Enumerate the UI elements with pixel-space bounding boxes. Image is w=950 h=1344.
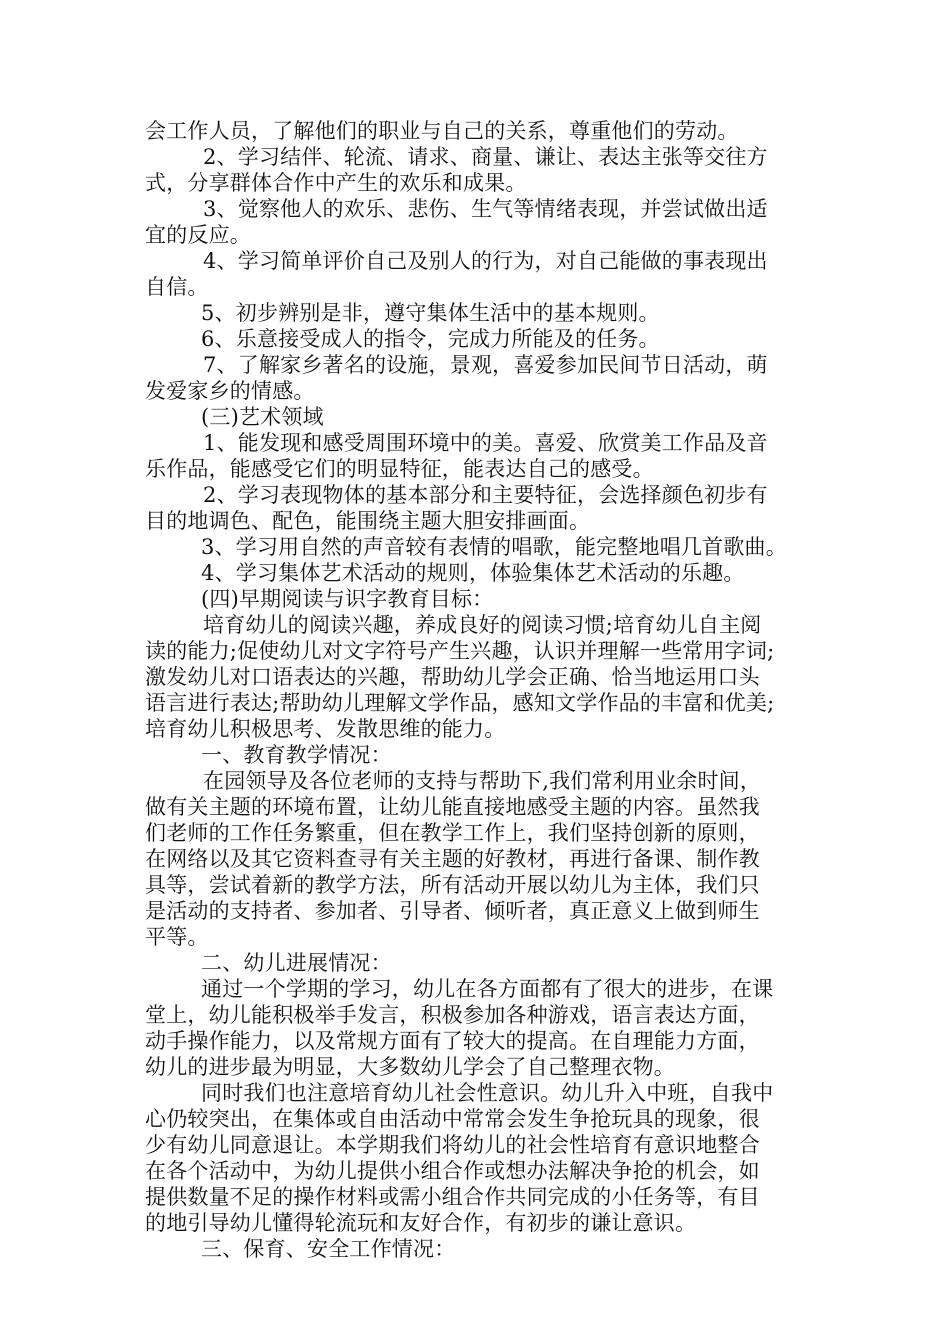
text-line: 语言进行表达;帮助幼儿理解文学作品，感知文学作品的丰富和优美;: [145, 691, 775, 715]
text-line: 目的地调色、配色，能围绕主题大胆安排画面。: [145, 509, 591, 533]
text-line: 动手操作能力，以及常规方面有了较大的提高。在自理能力方面，: [145, 1029, 760, 1053]
text-line: 在园领导及各位老师的支持与帮助下,我们常利用业余时间，: [203, 769, 762, 793]
text-line: 7、了解家乡著名的设施，景观，喜爱参加民间节日活动，萌: [203, 353, 768, 377]
text-line: 2、学习表现物体的基本部分和主要特征，会选择颜色初步有: [203, 483, 768, 507]
section-heading: (四)早期阅读与识字教育目标：: [201, 587, 494, 611]
text-line: 发爱家乡的情感。: [145, 379, 315, 403]
document-page: [145, 118, 815, 1262]
section-heading: 三、保育、安全工作情况：: [201, 1237, 456, 1261]
text-line: 2、学习结伴、轮流、请求、商量、谦让、表达主张等交往方: [203, 145, 768, 169]
text-line: 在网络以及其它资料查寻有关主题的好教材，再进行备课、制作教: [145, 847, 760, 871]
text-line: 4、学习集体艺术活动的规则，体验集体艺术活动的乐趣。: [201, 561, 745, 585]
text-line: 培育幼儿的阅读兴趣，养成良好的阅读习惯;培育幼儿自主阅: [203, 613, 762, 637]
text-line: 3、觉察他人的欢乐、悲伤、生气等情绪表现，并尝试做出适: [203, 197, 768, 221]
text-line: 的地引导幼儿懂得轮流玩和友好合作，有初步的谦让意识。: [145, 1211, 697, 1235]
text-line: 式，分享群体合作中产生的欢乐和成果。: [145, 171, 527, 195]
text-line: 幼儿的进步最为明显，大多数幼儿学会了自己整理衣物。: [145, 1055, 675, 1079]
text-line: 通过一个学期的学习，幼儿在各方面都有了很大的进步，在课: [201, 977, 774, 1001]
text-line: 读的能力;促使幼儿对文字符号产生兴趣，认识并理解一些常用字词;: [145, 639, 775, 663]
text-line: 会工作人员，了解他们的职业与自己的关系，尊重他们的劳动。: [145, 119, 739, 143]
text-line: 5、初步辨别是非，遵守集体生活中的基本规则。: [201, 301, 660, 325]
text-line: 同时我们也注意培育幼儿社会性意识。幼儿升入中班，自我中: [201, 1081, 774, 1105]
text-line: 是活动的支持者、参加者、引导者、倾听者，真正意义上做到师生: [145, 899, 760, 923]
text-line: 做有关主题的环境布置，让幼儿能直接地感受主题的内容。虽然我: [145, 795, 760, 819]
text-line: 宜的反应。: [145, 223, 251, 247]
text-line: 4、学习简单评价自己及别人的行为，对自己能做的事表现出: [203, 249, 768, 273]
text-line: 乐作品，能感受它们的明显特征，能表达自己的感受。: [145, 457, 654, 481]
section-heading: 一、教育教学情况：: [201, 743, 392, 767]
text-line: 少有幼儿同意退让。本学期我们将幼儿的社会性培育有意识地整合: [145, 1133, 760, 1157]
text-line: 堂上，幼儿能积极举手发言，积极参加各种游戏，语言表达方面，: [145, 1003, 760, 1027]
text-line: 激发幼儿对口语表达的兴趣，帮助幼儿学会正确、恰当地运用口头: [145, 665, 760, 689]
text-line: 们老师的工作任务繁重，但在教学工作上，我们坚持创新的原则，: [145, 821, 760, 845]
text-line: 培育幼儿积极思考、发散思维的能力。: [145, 717, 506, 741]
text-line: 3、学习用自然的声音较有表情的唱歌，能完整地唱几首歌曲。: [201, 535, 787, 559]
text-line: 自信。: [145, 275, 209, 299]
text-line: 心仍较突出，在集体或自由活动中常常会发生争抢玩具的现象，很: [145, 1107, 760, 1131]
section-heading: 二、幼儿进展情况：: [201, 951, 392, 975]
text-line: 6、乐意接受成人的指令，完成力所能及的任务。: [201, 327, 660, 351]
text-line: 提供数量不足的操作材料或需小组合作共同完成的小任务等，有目: [145, 1185, 760, 1209]
text-line: 1、能发现和感受周围环境中的美。喜爱、欣赏美工作品及音: [203, 431, 768, 455]
section-heading: (三)艺术领域: [201, 405, 324, 429]
text-line: 平等。: [145, 925, 209, 949]
text-line: 具等，尝试着新的教学方法，所有活动开展以幼儿为主体，我们只: [145, 873, 760, 897]
text-line: 在各个活动中，为幼儿提供小组合作或想办法解决争抢的机会，如: [145, 1159, 760, 1183]
